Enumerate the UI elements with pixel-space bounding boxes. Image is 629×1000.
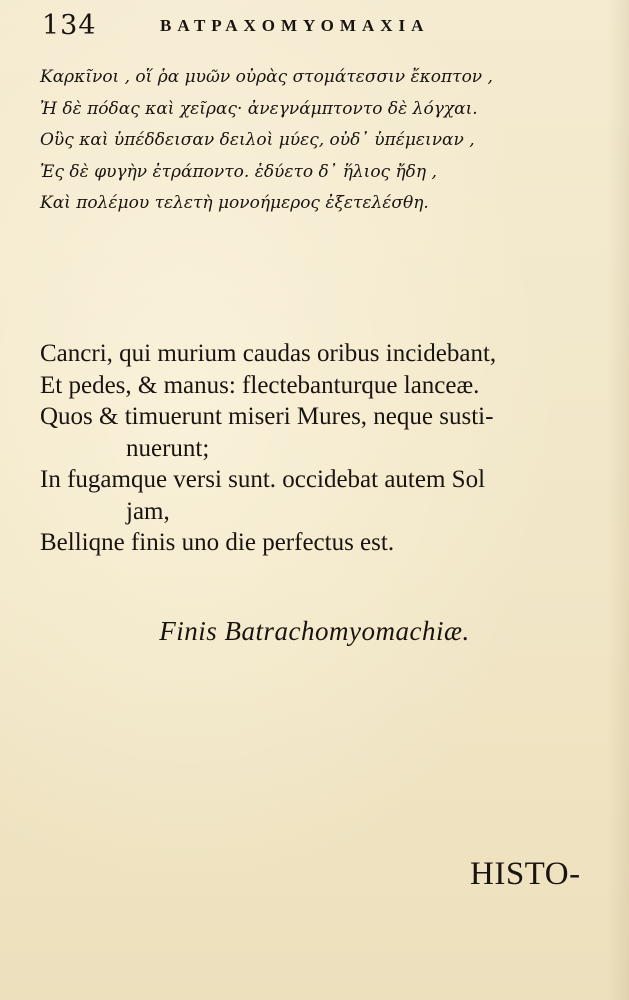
latin-verse-line: In fugamque versi sunt. occidebat autem Sol (40, 466, 486, 493)
latin-verse-line: Belliqne finis uno die perfectus est. (40, 529, 395, 556)
latin-verse-continuation: jam, (126, 497, 170, 525)
running-head: ΒΑΤΡΑΧΟΜΥΟΜΑΧΙΑ (160, 16, 430, 35)
greek-verse-line: Καὶ πολέμου τελετὴ μονοήμερος ἐξετελέσθη. (40, 193, 429, 213)
latin-verse-line: Et pedes, & manus: flectebanturque lanceæ. (40, 371, 480, 399)
latin-verse-continuation: nuerunt; (126, 434, 210, 462)
greek-verse-line: Καρκῖνοι , οἵ ῥα μυῶν οὐρὰς στομάτεσσιν ἔκοπτον , (40, 67, 493, 87)
page-number: 134 (42, 10, 97, 41)
finis-heading: Finis Batrachomyomachiæ. (159, 616, 470, 646)
greek-verse-line: Ἐς δὲ φυγὴν ἐτράποντο. ἐδύετο δ᾽ ἥλιος ἤδη , (40, 161, 437, 182)
greek-verse-block (40, 62, 560, 220)
latin-verse-line: Cancri, qui murium caudas oribus incidebant, (40, 340, 497, 367)
latin-verse-line: Quos & timuerunt miseri Mures, neque susti- (40, 403, 494, 430)
catchword: HISTO- (470, 856, 581, 892)
greek-verse-line: Οὓς καὶ ὑπέδδεισαν δειλοὶ μύες, οὐδ᾽ ὑπέμειναν , (40, 130, 475, 150)
greek-verse-line: Ἠ δὲ πόδας καὶ χεῖρας· ἀνεγνάμπτοντο δὲ λόγχαι. (40, 98, 478, 119)
latin-translation-block (40, 338, 620, 559)
